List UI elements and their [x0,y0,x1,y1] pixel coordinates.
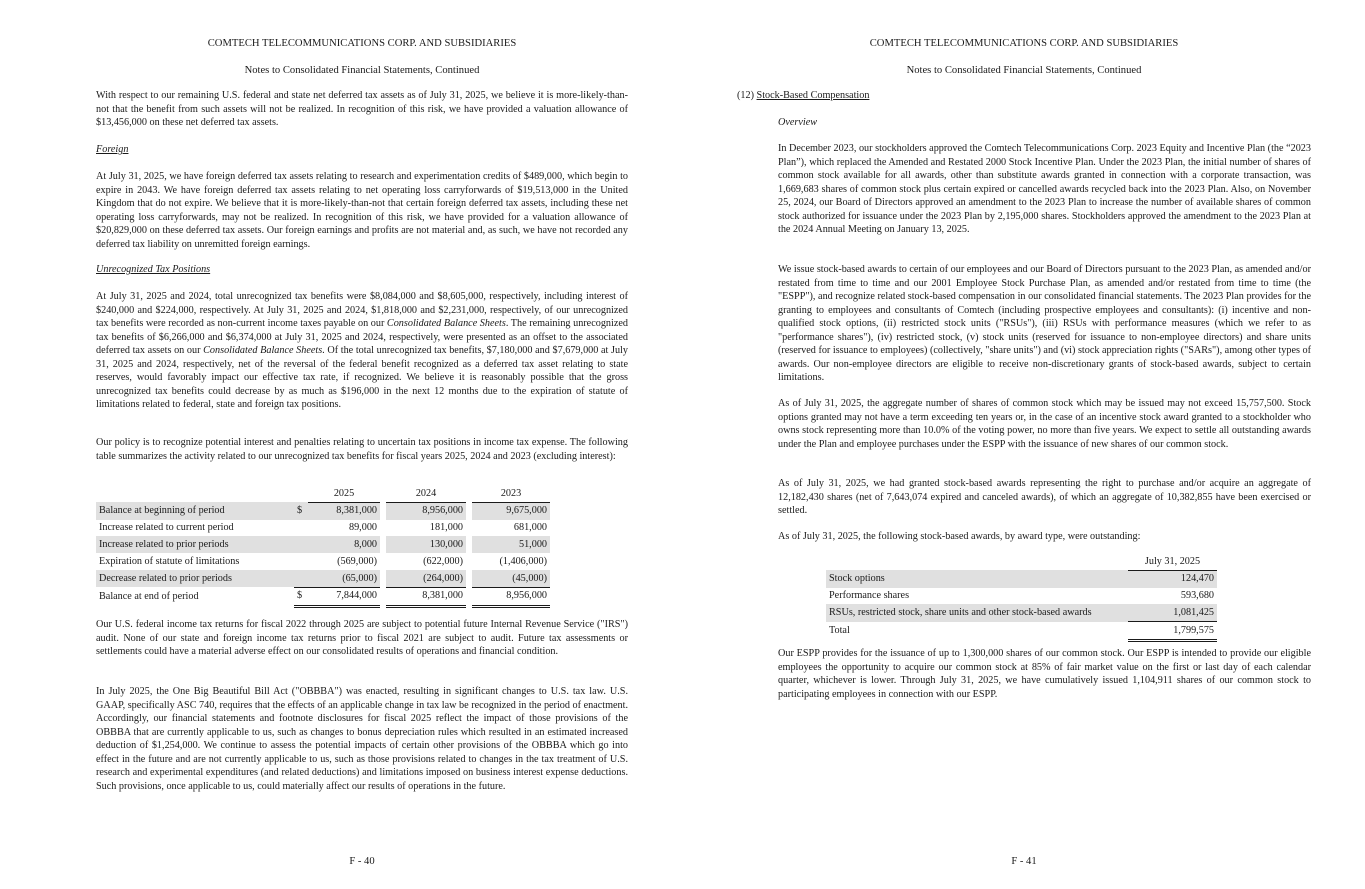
cell-value: 593,680 [1180,590,1214,602]
row-label: Balance at end of period [99,590,199,602]
cell-value: 8,956,000 [472,587,550,606]
row-label: RSUs, restricted stock, share units and other stock-based awards [826,604,1128,621]
obbba-paragraph: In July 2025, the One Big Beautiful Bill Act ("OBBBA") was enacted, resulting in significant changes to U.S. tax law. U.S. GAAP, specifically ASC 740, requires that the effects of an applicable change in tax law be recognized in the period of enactment. Accordingly, our financial statements and footnote disclosures for fiscal 2025 reflect the impact of those provisions of the OBBBA that are currently applicable to us, such as changes to bonus depreciation rules which resulted in an estimated increased deduction of $1,254,000. We continue to assess the potential impacts of certain other provisions of the OBBBA which go into effect in the future and are not currently applicable to us, such as those provisions related to changes in the tax treatment of U.S. research and experimental expenditures (and related deductions) and limitations imposed on business interest expense deductions. Such provisions, once applicable to us, could materially affect our results of operations in the future. [96,686,628,792]
company-header: COMTECH TELECOMMUNICATIONS CORP. AND SUBSIDIARIES [869,38,1179,49]
table-row [826,570,1217,587]
cell-value: 1,081,425 [1128,604,1217,621]
unrecognized-italic-2: Consolidated Balance Sheets [203,345,323,356]
year-header: 2023 [472,485,550,502]
currency-symbol: $ [294,587,308,606]
plan-paragraph: In December 2023, our stockholders approved the Comtech Telecommunications Corp. 2023 Equity and Incentive Plan (the “2023 Plan”), which replaced the Amended and Restated 2000 Stock Incentive Plan. Under the 2023 Plan, the initial number of shares of common stock available for all awards, other than substitute awards granted in connection with a corporate transaction, was 1,669,683 shares of common stock plus certain expired or cancelled awards recycled back into the 2023 Plan. Also, on November 25, 2024, our Board of Directors approved an amendment to the 2023 Plan to increase the number of available shares of common stock authorized for issuance under the 2023 Plan by 2,195,000 shares. Stockholders approved the amendment to the 2023 Plan at the 2024 Annual Meeting on January 13, 2025. [778,143,1311,235]
table-row [96,570,550,587]
cell-value: 681,000 [513,522,547,534]
cell-value: 9,675,000 [472,502,550,519]
cell-value: (264,000) [386,570,466,587]
unrecognized-heading-text: Unrecognized Tax Positions [96,264,211,275]
table-row [96,587,550,606]
outstanding-awards-table [826,553,1217,642]
table-row [96,502,550,519]
unrecognized-text-a: At July 31, 2025 and 2024, total unrecognized tax benefits were $8,084,000 and $8,605,000, respectively, including interest of $240,000 and $224,000, respectively. At July 31, 2025 and 2024, $1,818,000 and $2,231,000, respectively, of our unrecognized tax benefits were recorded as non-current income taxes payable on our [96,291,628,329]
unrecognized-text-b: . The remaining unrecognized tax benefits of $6,266,000 and $6,374,000 at July 31, 2025 and 2024, respectively, were presented as an offset to the associated deferred tax assets on our [96,318,628,356]
cell-value: 8,381,000 [308,502,380,519]
espp-paragraph: Our ESPP provides for the issuance of up to 1,300,000 shares of our common stock. Our ESPP is intended to provide our eligible employees the opportunity to acquire our common stock at 85% of fair market value on the first or last day of each calendar quarter, whichever is lower. Through July 31, 2025, we have cumulatively issued 1,104,911 shares of our common stock to participating employees in connection with our ESPP. [778,648,1311,700]
cell-value: 8,000 [308,536,380,553]
outstanding-intro-paragraph: As of July 31, 2025, the following stock-based awards, by award type, were outstanding: [778,531,1141,542]
row-label: Total [829,625,850,637]
cell-value: (622,000) [423,555,463,567]
left-page [96,0,628,889]
cell-value: (65,000) [308,570,380,587]
foreign-heading [96,143,628,157]
overview-heading: Overview [778,117,818,128]
cell-value: 51,000 [472,536,550,553]
page-number: F - 40 [349,856,375,867]
cell-value: 7,844,000 [308,587,380,606]
granted-awards-paragraph: As of July 31, 2025, we had granted stock-based awards representing the right to purchase and/or acquire an aggregate of 12,182,430 shares (net of 7,643,074 expired and canceled awards), of which an aggregate of 10,382,855 have been exercised or settled. [778,478,1311,516]
table-row [826,622,1217,641]
cell-value: 1,799,575 [1128,622,1217,641]
awards-paragraph: We issue stock-based awards to certain of our employees and our Board of Directors pursuant to the 2023 Plan, as amended and/or restated from time to time and our 2001 Employee Stock Purchase Plan, as amended and/or restated from time to time (the "ESPP"), and recognize related stock-based compensation in our consolidated financial statements. The 2023 Plan provides for the granting to employees and consultants of Comtech (including prospective employees and consultants): (i) incentive and non-qualified stock options, (ii) restricted stock units ("RSUs"), (iii) RSUs with performance measures (which we refer to as "performance shares"), (iv) restricted stock, (v) stock units (reserved for issuance to non-employee directors) and share units (reserved for issuance to employees) (collectively, "share units") and (vi) stock appreciation rights ("SARs"), among other types of awards. Our non-employee directors are eligible to receive non-discretionary grants of stock-based awards, subject to certain limitations. [778,264,1311,383]
unrecognized-heading [96,263,628,277]
cell-value: 181,000 [429,522,463,534]
table-row [826,604,1217,621]
currency-symbol: $ [294,502,308,519]
year-header: 2025 [308,485,380,502]
year-header: 2024 [386,485,466,502]
unrecognized-italic-1: Consolidated Balance Sheets [386,318,506,329]
table-header-row [96,485,550,502]
share-limit-paragraph: As of July 31, 2025, the aggregate number of shares of common stock which may be issued may not exceed 15,757,500. Stock options granted may not have a term exceeding ten years or, in the case of an incentive stock award granted to a stockholder who owns stock representing more than 10.0% of the voting power, no more than five years. We expect to settle all outstanding awards under the Plan and employee purchases under the ESPP with the issuance of new shares of our common stock. [778,398,1311,450]
section-title: Stock-Based Compensation [756,90,870,101]
row-label: Increase related to current period [99,522,234,534]
notes-subtitle: Notes to Consolidated Financial Statements, Continued [244,65,480,76]
table-row [96,520,550,537]
row-label: Decrease related to prior periods [96,570,294,587]
row-label: Balance at beginning of period [96,502,294,519]
cell-value: 124,470 [1128,570,1217,587]
unrecognized-text-c: . Of the total unrecognized tax benefits, $7,180,000 and $7,679,000 at July 31, 2025 and 2024, respectively, net of the reversal of the federal benefit recognized as a deferred tax asset relating to state reserves, would favorably impact our effective tax rate, if recognized. We believe it is reasonably possible that the gross unrecognized tax benefits could decrease by as much as $196,000 in the next 12 months due to the expiration of statute of limitations related to federal, state and foreign tax positions. [96,345,628,410]
cell-value: 8,381,000 [386,587,466,606]
cell-value: (45,000) [472,570,550,587]
table-header-row [826,553,1217,570]
date-header: July 31, 2025 [1128,553,1217,570]
irs-audit-paragraph: Our U.S. federal income tax returns for fiscal 2022 through 2025 are subject to potential future Internal Revenue Service ("IRS") audit. None of our state and foreign income tax returns prior to fiscal 2021 are subject to audit. Future tax assessments or settlements could have a material adverse effect on our consolidated results of operations and financial condition. [96,619,628,657]
foreign-paragraph: At July 31, 2025, we have foreign deferred tax assets relating to research and experimentation credits of $489,000, which begin to expire in 2043. We have foreign deferred tax assets relating to net operating loss carryforwards of $19,513,000 in the United Kingdom that do not expire. We believe that it is more-likely-than-not that certain foreign deferred tax assets, including these net operating loss carryforwards, may not be realized. In recognition of this risk, we have provided for a valuation allowance of $20,829,000 on these deferred tax assets. Our foreign earnings and profits are not material and, as such, we have not recorded any deferred tax liability on unremitted foreign earnings. [96,171,628,250]
unrecognized-paragraph [96,290,628,412]
row-label: Increase related to prior periods [96,536,294,553]
section-heading [737,89,1311,103]
page-number: F - 41 [1011,856,1037,867]
notes-subtitle: Notes to Consolidated Financial Statements, Continued [906,65,1142,76]
cell-value: 130,000 [386,536,466,553]
table-row [826,588,1217,605]
foreign-heading-text: Foreign [96,144,129,155]
cell-value: 89,000 [348,522,377,534]
section-number: (12) [737,90,757,101]
row-label: Stock options [826,570,1128,587]
policy-paragraph: Our policy is to recognize potential interest and penalties relating to uncertain tax positions in income tax expense. The following table summarizes the activity related to our unrecognized tax benefits for fiscal years 2025, 2024 and 2023 (excluding interest): [96,437,628,462]
table-row [96,553,550,570]
us-deferred-tax-paragraph: With respect to our remaining U.S. federal and state net deferred tax assets as of July 31, 2025, we believe it is more-likely-than-not that the benefit from such assets will not be realized. In recognition of this risk, we have provided a valuation allowance of $13,456,000 on these net deferred tax assets. [96,90,628,128]
cell-value: (1,406,000) [499,555,547,567]
cell-value: (569,000) [337,555,377,567]
table-row [96,536,550,553]
cell-value: 8,956,000 [386,502,466,519]
right-page [737,0,1311,889]
row-label: Expiration of statute of limitations [99,555,240,567]
row-label: Performance shares [829,590,910,602]
company-header: COMTECH TELECOMMUNICATIONS CORP. AND SUBSIDIARIES [207,38,517,49]
unrecognized-tax-table [96,485,550,608]
